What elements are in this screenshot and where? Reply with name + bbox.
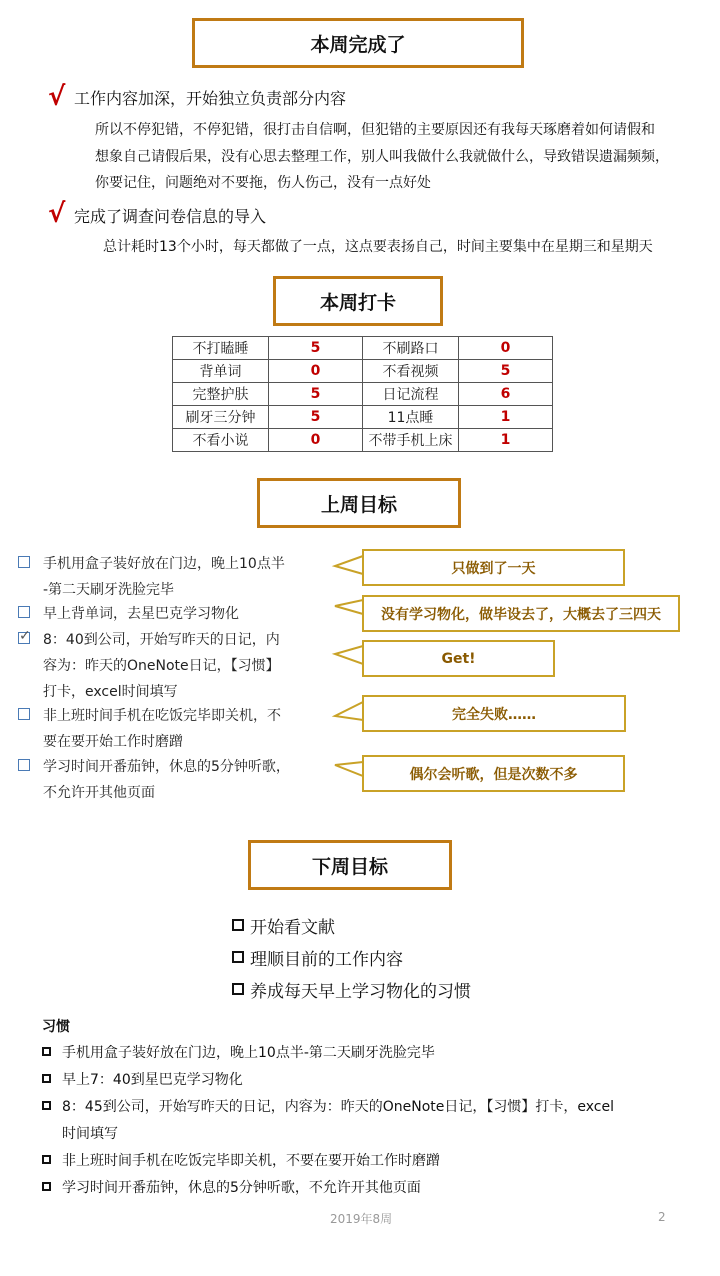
habit-count-cell: 5 xyxy=(269,406,363,429)
habit-item: 非上班时间手机在吃饭完毕即关机，不要在要开始工作时磨蹭 xyxy=(62,1153,440,1169)
bullet-square-icon xyxy=(42,1047,51,1056)
habit-count-cell: 0 xyxy=(269,360,363,383)
habit-item: 8：45到公司，开始写昨天的日记，内容为：昨天的OneNote日记，【习惯】打卡，excel xyxy=(62,1099,614,1115)
goal-text-line: 8：40到公司，开始写昨天的日记，内 xyxy=(43,632,280,648)
habit-name-cell: 不刷路口 xyxy=(363,337,459,360)
habit-name-cell: 刷牙三分钟 xyxy=(173,406,269,429)
bullet-square-icon xyxy=(42,1155,51,1164)
accomplishment-line: 总计耗时13个小时，每天都做了一点，这点要表扬自己，时间主要集中在星期三和星期天 xyxy=(103,239,653,255)
habit-item: 早上7：40到星巴克学习物化 xyxy=(62,1072,243,1088)
feedback-callout: 没有学习物化，做毕设去了，大概去了三四天 xyxy=(362,595,680,632)
feedback-callout: 完全失败…… xyxy=(362,695,626,732)
goal-text-line: 学习时间开番茄钟，休息的5分钟听歌， xyxy=(43,759,290,775)
section-title-last-goals: 上周目标 xyxy=(257,478,461,528)
next-goal-item: 养成每天早上学习物化的习惯 xyxy=(250,982,471,1002)
habit-name-cell: 不打瞌睡 xyxy=(173,337,269,360)
habit-item: 手机用盒子装好放在门边，晚上10点半-第二天刷牙洗脸完毕 xyxy=(62,1045,435,1061)
habit-name-cell: 日记流程 xyxy=(363,383,459,406)
habit-count-cell: 6 xyxy=(459,383,553,406)
footer-date: 2019年8周 xyxy=(330,1212,393,1226)
feedback-callout: Get! xyxy=(362,640,555,677)
accomplishment-line: 所以不停犯错，不停犯错，很打击自信啊，但犯错的主要原因还有我每天琢磨着如何请假和 xyxy=(95,122,655,138)
habit-count-cell: 1 xyxy=(459,429,553,452)
bullet-square-icon xyxy=(232,983,244,995)
habit-item: 学习时间开番茄钟，休息的5分钟听歌，不允许开其他页面 xyxy=(62,1180,421,1196)
habit-name-cell: 11点睡 xyxy=(363,406,459,429)
section-title-punch: 本周打卡 xyxy=(273,276,443,326)
habit-count-cell: 5 xyxy=(269,383,363,406)
next-goal-item: 理顺目前的工作内容 xyxy=(250,950,403,970)
habit-item: 时间填写 xyxy=(62,1126,118,1142)
goal-text-line: 打卡，excel时间填写 xyxy=(43,684,178,700)
habit-name-cell: 背单词 xyxy=(173,360,269,383)
accomplishment-line: 你要记住，问题绝对不要拖，伤人伤己，没有一点好处 xyxy=(95,175,431,191)
footer-page-number: 2 xyxy=(658,1210,666,1224)
check-mark-icon: √ xyxy=(48,199,66,229)
feedback-callout: 只做到了一天 xyxy=(362,549,625,586)
habits-heading: 习惯 xyxy=(42,1019,70,1035)
goal-text-line: 不允许开其他页面 xyxy=(43,785,155,801)
bullet-square-icon xyxy=(232,951,244,963)
accomplishment-title: 完成了调查问卷信息的导入 xyxy=(74,207,267,226)
feedback-callout: 偶尔会听歌，但是次数不多 xyxy=(362,755,625,792)
goal-text-line: 手机用盒子装好放在门边，晚上10点半 xyxy=(43,556,285,572)
section-title-done: 本周完成了 xyxy=(192,18,524,68)
habit-name-cell: 不看视频 xyxy=(363,360,459,383)
habit-name-cell: 不带手机上床 xyxy=(363,429,459,452)
goal-text-line: 非上班时间手机在吃饭完毕即关机，不 xyxy=(43,708,281,724)
bullet-square-icon xyxy=(42,1182,51,1191)
habit-name-cell: 完整护肤 xyxy=(173,383,269,406)
goal-text-line: 容为：昨天的OneNote日记，【习惯】 xyxy=(43,658,280,674)
habit-name-cell: 不看小说 xyxy=(173,429,269,452)
bullet-square-icon xyxy=(232,919,244,931)
accomplishment-line: 想象自己请假后果，没有心思去整理工作，别人叫我做什么我就做什么，导致错误遗漏频频， xyxy=(95,149,669,165)
bullet-square-icon xyxy=(42,1101,51,1110)
habit-count-cell: 5 xyxy=(459,360,553,383)
goal-text-line: 早上背单词，去星巴克学习物化 xyxy=(43,606,239,622)
goal-text-line: -第二天刷牙洗脸完毕 xyxy=(43,582,175,598)
habit-count-cell: 5 xyxy=(269,337,363,360)
habit-count-cell: 0 xyxy=(269,429,363,452)
habit-count-cell: 1 xyxy=(459,406,553,429)
next-goal-item: 开始看文献 xyxy=(250,918,335,938)
accomplishment-title: 工作内容加深，开始独立负责部分内容 xyxy=(74,89,347,108)
checkmark-icon: ✓ xyxy=(19,628,31,644)
goal-text-line: 要在要开始工作时磨蹭 xyxy=(43,734,183,750)
bullet-square-icon xyxy=(42,1074,51,1083)
habit-count-cell: 0 xyxy=(459,337,553,360)
section-title-next-goals: 下周目标 xyxy=(248,840,452,890)
check-mark-icon: √ xyxy=(48,82,66,112)
